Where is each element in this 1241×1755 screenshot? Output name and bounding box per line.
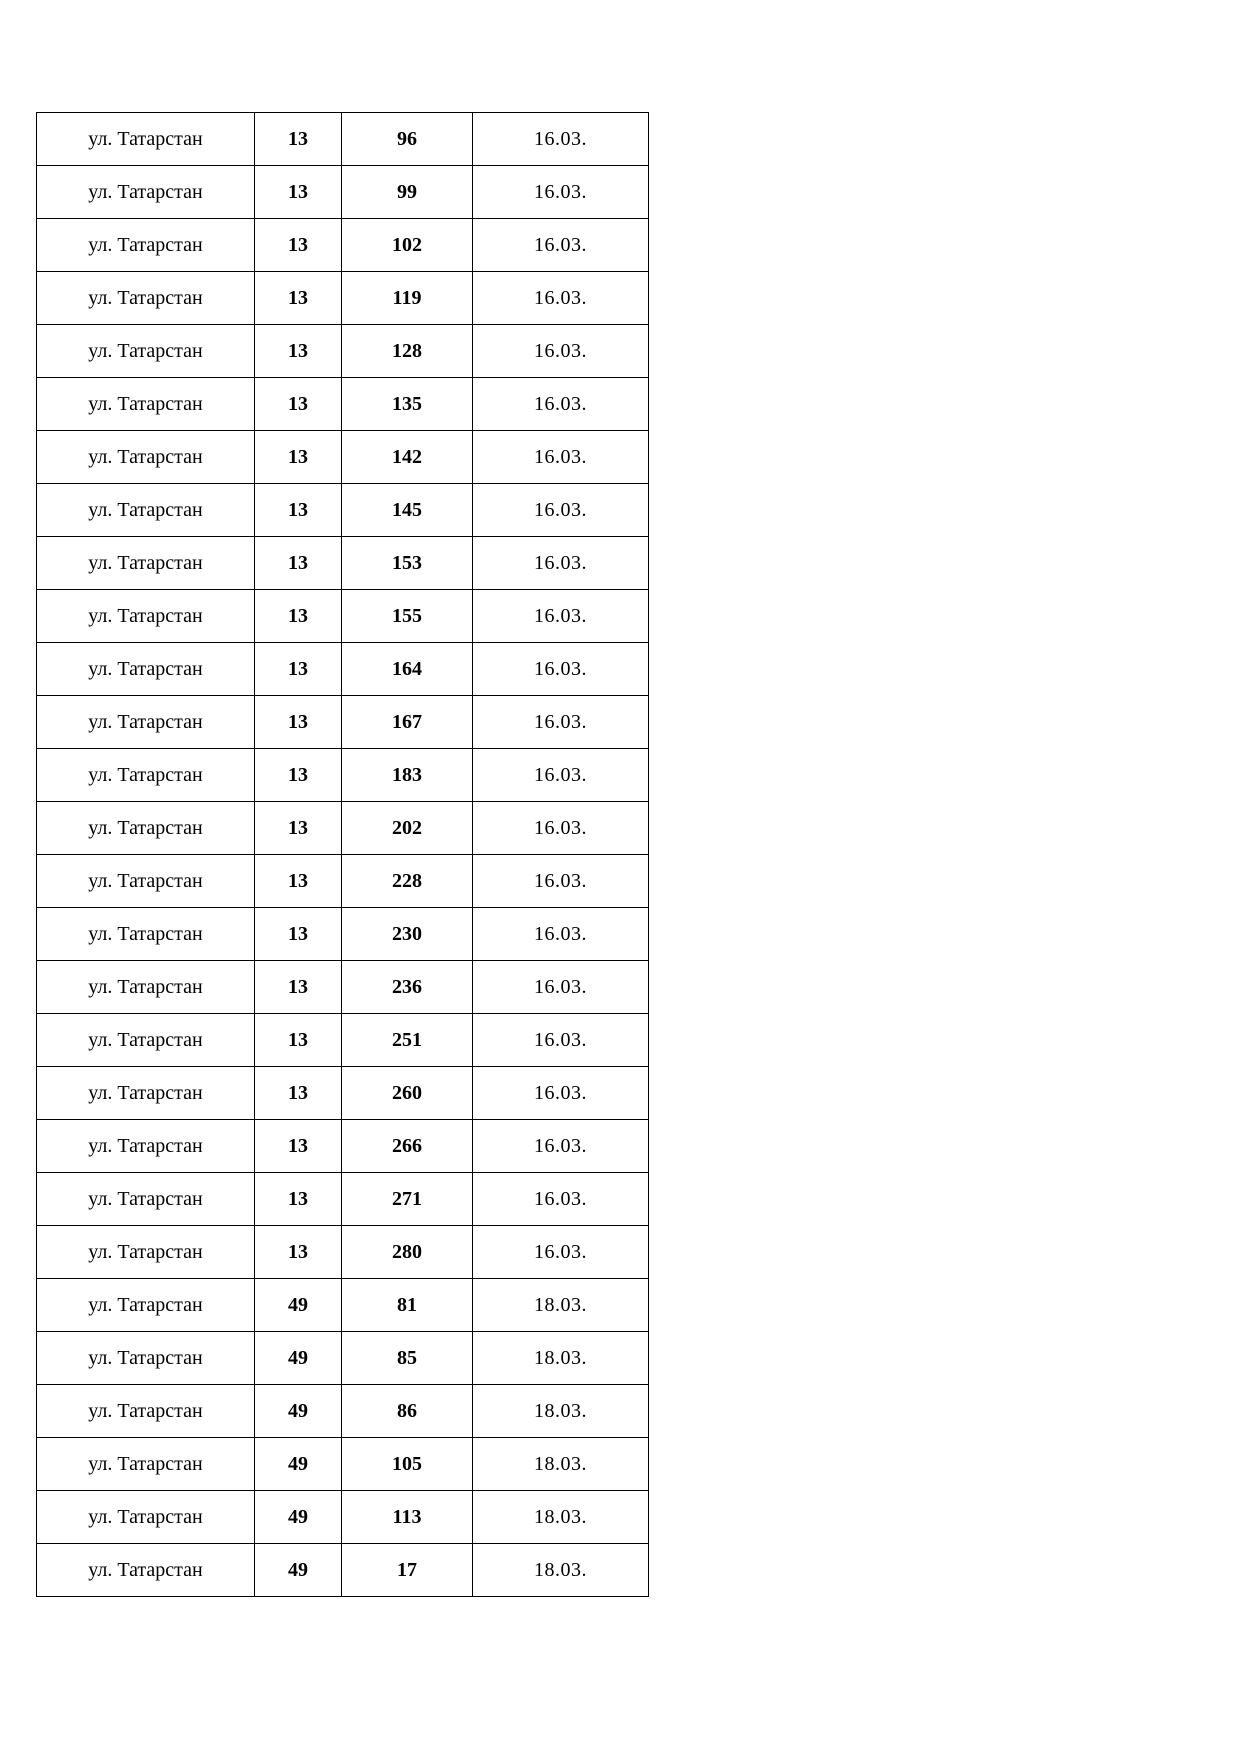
table-row xyxy=(37,537,649,590)
cell-house: 13 xyxy=(255,378,342,431)
cell-street: ул. Татарстан xyxy=(37,113,255,166)
cell-street: ул. Татарстан xyxy=(37,1173,255,1226)
cell-date: 16.03. xyxy=(473,325,649,378)
cell-street: ул. Татарстан xyxy=(37,1438,255,1491)
table-row xyxy=(37,908,649,961)
cell-date: 16.03. xyxy=(473,166,649,219)
cell-street: ул. Татарстан xyxy=(37,537,255,590)
cell-date: 16.03. xyxy=(473,1014,649,1067)
cell-apartment: 202 xyxy=(342,802,473,855)
cell-date: 16.03. xyxy=(473,537,649,590)
cell-house: 13 xyxy=(255,219,342,272)
cell-house: 49 xyxy=(255,1544,342,1597)
cell-house: 13 xyxy=(255,1173,342,1226)
cell-date: 16.03. xyxy=(473,219,649,272)
cell-street: ул. Татарстан xyxy=(37,1332,255,1385)
cell-street: ул. Татарстан xyxy=(37,1226,255,1279)
cell-apartment: 99 xyxy=(342,166,473,219)
cell-apartment: 164 xyxy=(342,643,473,696)
cell-street: ул. Татарстан xyxy=(37,1385,255,1438)
cell-house: 49 xyxy=(255,1438,342,1491)
cell-street: ул. Татарстан xyxy=(37,272,255,325)
cell-house: 49 xyxy=(255,1491,342,1544)
cell-date: 16.03. xyxy=(473,272,649,325)
cell-house: 13 xyxy=(255,537,342,590)
cell-street: ул. Татарстан xyxy=(37,1067,255,1120)
table-row xyxy=(37,1173,649,1226)
cell-date: 16.03. xyxy=(473,1067,649,1120)
cell-street: ул. Татарстан xyxy=(37,219,255,272)
cell-apartment: 183 xyxy=(342,749,473,802)
cell-apartment: 135 xyxy=(342,378,473,431)
cell-house: 13 xyxy=(255,166,342,219)
cell-apartment: 113 xyxy=(342,1491,473,1544)
cell-date: 16.03. xyxy=(473,1120,649,1173)
cell-date: 16.03. xyxy=(473,802,649,855)
cell-apartment: 102 xyxy=(342,219,473,272)
table-row xyxy=(37,1438,649,1491)
cell-date: 16.03. xyxy=(473,113,649,166)
cell-apartment: 145 xyxy=(342,484,473,537)
cell-house: 13 xyxy=(255,272,342,325)
table-row xyxy=(37,325,649,378)
cell-street: ул. Татарстан xyxy=(37,802,255,855)
cell-house: 13 xyxy=(255,908,342,961)
cell-date: 18.03. xyxy=(473,1438,649,1491)
cell-street: ул. Татарстан xyxy=(37,961,255,1014)
cell-house: 13 xyxy=(255,431,342,484)
cell-date: 16.03. xyxy=(473,908,649,961)
cell-apartment: 17 xyxy=(342,1544,473,1597)
cell-date: 16.03. xyxy=(473,643,649,696)
cell-date: 18.03. xyxy=(473,1279,649,1332)
cell-house: 49 xyxy=(255,1332,342,1385)
cell-street: ул. Татарстан xyxy=(37,855,255,908)
cell-street: ул. Татарстан xyxy=(37,749,255,802)
cell-street: ул. Татарстан xyxy=(37,908,255,961)
cell-date: 16.03. xyxy=(473,378,649,431)
cell-house: 13 xyxy=(255,961,342,1014)
table-row xyxy=(37,1120,649,1173)
cell-date: 16.03. xyxy=(473,484,649,537)
cell-house: 13 xyxy=(255,696,342,749)
table-row xyxy=(37,1385,649,1438)
table-row xyxy=(37,1226,649,1279)
cell-date: 18.03. xyxy=(473,1332,649,1385)
cell-date: 16.03. xyxy=(473,1226,649,1279)
cell-date: 18.03. xyxy=(473,1491,649,1544)
table-row xyxy=(37,1491,649,1544)
cell-apartment: 153 xyxy=(342,537,473,590)
cell-apartment: 85 xyxy=(342,1332,473,1385)
cell-apartment: 266 xyxy=(342,1120,473,1173)
table-row xyxy=(37,643,649,696)
table-row xyxy=(37,378,649,431)
cell-date: 16.03. xyxy=(473,749,649,802)
cell-date: 18.03. xyxy=(473,1385,649,1438)
cell-apartment: 280 xyxy=(342,1226,473,1279)
cell-street: ул. Татарстан xyxy=(37,590,255,643)
cell-house: 13 xyxy=(255,325,342,378)
cell-house: 49 xyxy=(255,1385,342,1438)
cell-street: ул. Татарстан xyxy=(37,643,255,696)
table-row xyxy=(37,749,649,802)
cell-date: 16.03. xyxy=(473,696,649,749)
table-row xyxy=(37,961,649,1014)
cell-street: ул. Татарстан xyxy=(37,431,255,484)
table-row xyxy=(37,166,649,219)
cell-apartment: 228 xyxy=(342,855,473,908)
cell-house: 13 xyxy=(255,749,342,802)
cell-street: ул. Татарстан xyxy=(37,378,255,431)
cell-apartment: 236 xyxy=(342,961,473,1014)
table-row xyxy=(37,696,649,749)
cell-house: 13 xyxy=(255,1120,342,1173)
cell-apartment: 271 xyxy=(342,1173,473,1226)
table-row xyxy=(37,219,649,272)
cell-apartment: 128 xyxy=(342,325,473,378)
cell-date: 18.03. xyxy=(473,1544,649,1597)
cell-apartment: 96 xyxy=(342,113,473,166)
cell-house: 13 xyxy=(255,590,342,643)
table-row xyxy=(37,802,649,855)
table-row xyxy=(37,484,649,537)
cell-date: 16.03. xyxy=(473,961,649,1014)
cell-street: ул. Татарстан xyxy=(37,1491,255,1544)
table-row xyxy=(37,431,649,484)
table-row xyxy=(37,1279,649,1332)
cell-apartment: 119 xyxy=(342,272,473,325)
cell-date: 16.03. xyxy=(473,431,649,484)
cell-apartment: 260 xyxy=(342,1067,473,1120)
cell-apartment: 142 xyxy=(342,431,473,484)
cell-apartment: 155 xyxy=(342,590,473,643)
cell-house: 13 xyxy=(255,484,342,537)
cell-apartment: 86 xyxy=(342,1385,473,1438)
cell-street: ул. Татарстан xyxy=(37,696,255,749)
cell-street: ул. Татарстан xyxy=(37,1014,255,1067)
table-row xyxy=(37,855,649,908)
cell-date: 16.03. xyxy=(473,1173,649,1226)
cell-street: ул. Татарстан xyxy=(37,484,255,537)
table-body xyxy=(37,113,649,1597)
cell-street: ул. Татарстан xyxy=(37,166,255,219)
table-row xyxy=(37,272,649,325)
cell-street: ул. Татарстан xyxy=(37,1120,255,1173)
table-row xyxy=(37,590,649,643)
cell-house: 49 xyxy=(255,1279,342,1332)
table-row xyxy=(37,1014,649,1067)
cell-apartment: 167 xyxy=(342,696,473,749)
cell-house: 13 xyxy=(255,643,342,696)
schedule-table xyxy=(36,112,649,1597)
cell-apartment: 81 xyxy=(342,1279,473,1332)
cell-house: 13 xyxy=(255,802,342,855)
cell-house: 13 xyxy=(255,1067,342,1120)
table-row xyxy=(37,113,649,166)
cell-house: 13 xyxy=(255,855,342,908)
cell-apartment: 105 xyxy=(342,1438,473,1491)
cell-house: 13 xyxy=(255,113,342,166)
cell-apartment: 230 xyxy=(342,908,473,961)
cell-street: ул. Татарстан xyxy=(37,1544,255,1597)
cell-street: ул. Татарстан xyxy=(37,325,255,378)
cell-date: 16.03. xyxy=(473,590,649,643)
cell-date: 16.03. xyxy=(473,855,649,908)
cell-house: 13 xyxy=(255,1226,342,1279)
cell-apartment: 251 xyxy=(342,1014,473,1067)
cell-street: ул. Татарстан xyxy=(37,1279,255,1332)
table-row xyxy=(37,1332,649,1385)
cell-house: 13 xyxy=(255,1014,342,1067)
table-row xyxy=(37,1544,649,1597)
table-row xyxy=(37,1067,649,1120)
